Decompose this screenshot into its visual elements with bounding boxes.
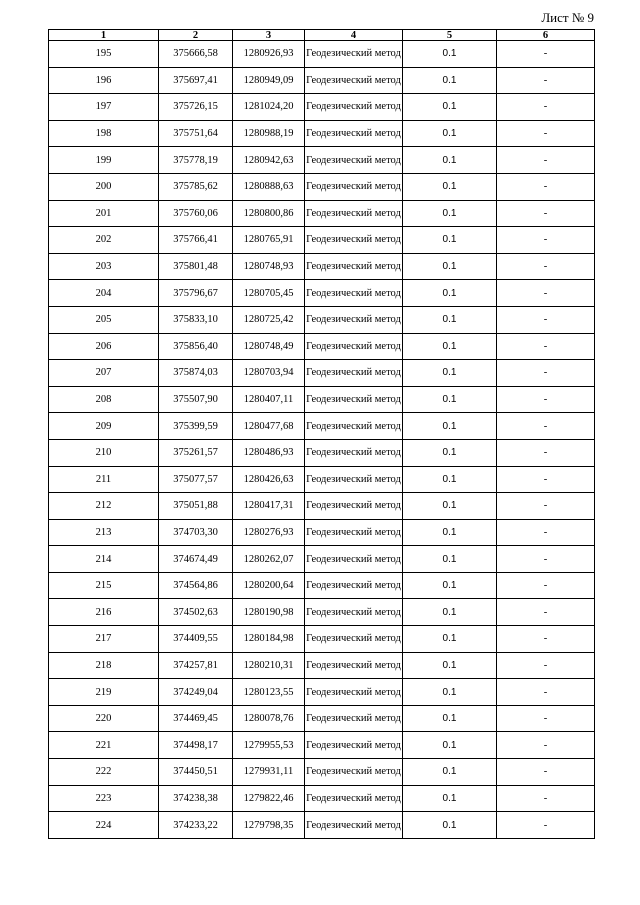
note-cell: -	[497, 466, 595, 493]
point-number-cell: 220	[49, 705, 159, 732]
method-cell: Геодезический метод	[305, 413, 403, 440]
x-coordinate-cell: 375261,57	[159, 439, 233, 466]
accuracy-cell: 0.1	[403, 360, 497, 387]
note-cell: -	[497, 493, 595, 520]
method-cell: Геодезический метод	[305, 546, 403, 573]
x-coordinate-cell: 374502,63	[159, 599, 233, 626]
accuracy-cell: 0.1	[403, 572, 497, 599]
method-cell: Геодезический метод	[305, 519, 403, 546]
column-header: 5	[403, 30, 497, 41]
x-coordinate-cell: 375785,62	[159, 173, 233, 200]
table-row	[49, 599, 595, 626]
point-number-cell: 210	[49, 439, 159, 466]
method-cell: Геодезический метод	[305, 147, 403, 174]
accuracy-cell: 0.1	[403, 333, 497, 360]
accuracy-cell: 0.1	[403, 812, 497, 839]
point-number-cell: 197	[49, 94, 159, 121]
accuracy-cell: 0.1	[403, 466, 497, 493]
method-cell: Геодезический метод	[305, 812, 403, 839]
accuracy-cell: 0.1	[403, 173, 497, 200]
y-coordinate-cell: 1280477,68	[233, 413, 305, 440]
point-number-cell: 196	[49, 67, 159, 94]
accuracy-cell: 0.1	[403, 227, 497, 254]
table-row	[49, 200, 595, 227]
y-coordinate-cell: 1280426,63	[233, 466, 305, 493]
point-number-cell: 209	[49, 413, 159, 440]
column-header: 3	[233, 30, 305, 41]
method-cell: Геодезический метод	[305, 253, 403, 280]
note-cell: -	[497, 705, 595, 732]
accuracy-cell: 0.1	[403, 253, 497, 280]
point-number-cell: 212	[49, 493, 159, 520]
accuracy-cell: 0.1	[403, 413, 497, 440]
x-coordinate-cell: 374674,49	[159, 546, 233, 573]
y-coordinate-cell: 1280705,45	[233, 280, 305, 307]
point-number-cell: 215	[49, 572, 159, 599]
x-coordinate-cell: 374409,55	[159, 626, 233, 653]
method-cell: Геодезический метод	[305, 652, 403, 679]
y-coordinate-cell: 1280949,09	[233, 67, 305, 94]
accuracy-cell: 0.1	[403, 732, 497, 759]
accuracy-cell: 0.1	[403, 679, 497, 706]
x-coordinate-cell: 375796,67	[159, 280, 233, 307]
table-row	[49, 253, 595, 280]
point-number-cell: 208	[49, 386, 159, 413]
method-cell: Геодезический метод	[305, 466, 403, 493]
note-cell: -	[497, 280, 595, 307]
y-coordinate-cell: 1280988,19	[233, 120, 305, 147]
accuracy-cell: 0.1	[403, 280, 497, 307]
accuracy-cell: 0.1	[403, 386, 497, 413]
note-cell: -	[497, 812, 595, 839]
table-row	[49, 173, 595, 200]
note-cell: -	[497, 94, 595, 121]
y-coordinate-cell: 1280407,11	[233, 386, 305, 413]
method-cell: Геодезический метод	[305, 785, 403, 812]
method-cell: Геодезический метод	[305, 280, 403, 307]
x-coordinate-cell: 375760,06	[159, 200, 233, 227]
table-row	[49, 413, 595, 440]
column-header: 6	[497, 30, 595, 41]
point-number-cell: 214	[49, 546, 159, 573]
x-coordinate-cell: 375751,64	[159, 120, 233, 147]
point-number-cell: 211	[49, 466, 159, 493]
x-coordinate-cell: 374238,38	[159, 785, 233, 812]
y-coordinate-cell: 1280190,98	[233, 599, 305, 626]
note-cell: -	[497, 147, 595, 174]
y-coordinate-cell: 1280926,93	[233, 41, 305, 68]
note-cell: -	[497, 732, 595, 759]
note-cell: -	[497, 333, 595, 360]
note-cell: -	[497, 386, 595, 413]
note-cell: -	[497, 759, 595, 786]
point-number-cell: 207	[49, 360, 159, 387]
x-coordinate-cell: 375666,58	[159, 41, 233, 68]
x-coordinate-cell: 375399,59	[159, 413, 233, 440]
table-row	[49, 227, 595, 254]
table-row	[49, 147, 595, 174]
method-cell: Геодезический метод	[305, 759, 403, 786]
method-cell: Геодезический метод	[305, 306, 403, 333]
note-cell: -	[497, 679, 595, 706]
note-cell: -	[497, 626, 595, 653]
y-coordinate-cell: 1280888,63	[233, 173, 305, 200]
note-cell: -	[497, 253, 595, 280]
x-coordinate-cell: 374703,30	[159, 519, 233, 546]
point-number-cell: 201	[49, 200, 159, 227]
x-coordinate-cell: 374249,04	[159, 679, 233, 706]
table-row	[49, 120, 595, 147]
table-row	[49, 466, 595, 493]
note-cell: -	[497, 200, 595, 227]
point-number-cell: 216	[49, 599, 159, 626]
table-row	[49, 67, 595, 94]
y-coordinate-cell: 1280417,31	[233, 493, 305, 520]
y-coordinate-cell: 1279955,53	[233, 732, 305, 759]
y-coordinate-cell: 1280486,93	[233, 439, 305, 466]
y-coordinate-cell: 1280078,76	[233, 705, 305, 732]
accuracy-cell: 0.1	[403, 785, 497, 812]
method-cell: Геодезический метод	[305, 333, 403, 360]
accuracy-cell: 0.1	[403, 652, 497, 679]
method-cell: Геодезический метод	[305, 200, 403, 227]
note-cell: -	[497, 67, 595, 94]
method-cell: Геодезический метод	[305, 173, 403, 200]
point-number-cell: 217	[49, 626, 159, 653]
note-cell: -	[497, 360, 595, 387]
point-number-cell: 206	[49, 333, 159, 360]
accuracy-cell: 0.1	[403, 67, 497, 94]
note-cell: -	[497, 41, 595, 68]
y-coordinate-cell: 1280725,42	[233, 306, 305, 333]
accuracy-cell: 0.1	[403, 519, 497, 546]
accuracy-cell: 0.1	[403, 200, 497, 227]
point-number-cell: 219	[49, 679, 159, 706]
column-header: 2	[159, 30, 233, 41]
note-cell: -	[497, 519, 595, 546]
note-cell: -	[497, 413, 595, 440]
y-coordinate-cell: 1280942,63	[233, 147, 305, 174]
method-cell: Геодезический метод	[305, 439, 403, 466]
point-number-cell: 205	[49, 306, 159, 333]
x-coordinate-cell: 375766,41	[159, 227, 233, 254]
method-cell: Геодезический метод	[305, 599, 403, 626]
method-cell: Геодезический метод	[305, 227, 403, 254]
y-coordinate-cell: 1280262,07	[233, 546, 305, 573]
accuracy-cell: 0.1	[403, 439, 497, 466]
accuracy-cell: 0.1	[403, 599, 497, 626]
method-cell: Геодезический метод	[305, 572, 403, 599]
method-cell: Геодезический метод	[305, 386, 403, 413]
y-coordinate-cell: 1280210,31	[233, 652, 305, 679]
note-cell: -	[497, 652, 595, 679]
table-row	[49, 785, 595, 812]
accuracy-cell: 0.1	[403, 759, 497, 786]
table-row	[49, 41, 595, 68]
method-cell: Геодезический метод	[305, 67, 403, 94]
point-number-cell: 221	[49, 732, 159, 759]
method-cell: Геодезический метод	[305, 360, 403, 387]
coordinates-table	[48, 29, 595, 839]
accuracy-cell: 0.1	[403, 626, 497, 653]
column-header: 1	[49, 30, 159, 41]
table-row	[49, 759, 595, 786]
table-row	[49, 652, 595, 679]
method-cell: Геодезический метод	[305, 41, 403, 68]
note-cell: -	[497, 439, 595, 466]
y-coordinate-cell: 1279798,35	[233, 812, 305, 839]
x-coordinate-cell: 375778,19	[159, 147, 233, 174]
accuracy-cell: 0.1	[403, 306, 497, 333]
point-number-cell: 204	[49, 280, 159, 307]
x-coordinate-cell: 374498,17	[159, 732, 233, 759]
x-coordinate-cell: 374233,22	[159, 812, 233, 839]
method-cell: Геодезический метод	[305, 705, 403, 732]
y-coordinate-cell: 1280184,98	[233, 626, 305, 653]
point-number-cell: 213	[49, 519, 159, 546]
x-coordinate-cell: 375833,10	[159, 306, 233, 333]
point-number-cell: 224	[49, 812, 159, 839]
point-number-cell: 202	[49, 227, 159, 254]
table-row	[49, 626, 595, 653]
x-coordinate-cell: 375801,48	[159, 253, 233, 280]
point-number-cell: 200	[49, 173, 159, 200]
sheet-number: Лист № 9	[541, 10, 594, 25]
point-number-cell: 203	[49, 253, 159, 280]
y-coordinate-cell: 1280748,93	[233, 253, 305, 280]
table-row	[49, 705, 595, 732]
table-row	[49, 546, 595, 573]
table-row	[49, 679, 595, 706]
y-coordinate-cell: 1280765,91	[233, 227, 305, 254]
accuracy-cell: 0.1	[403, 41, 497, 68]
method-cell: Геодезический метод	[305, 120, 403, 147]
note-cell: -	[497, 546, 595, 573]
point-number-cell: 218	[49, 652, 159, 679]
note-cell: -	[497, 227, 595, 254]
point-number-cell: 198	[49, 120, 159, 147]
x-coordinate-cell: 374564,86	[159, 572, 233, 599]
table-row	[49, 94, 595, 121]
accuracy-cell: 0.1	[403, 147, 497, 174]
table-row	[49, 493, 595, 520]
x-coordinate-cell: 375077,57	[159, 466, 233, 493]
y-coordinate-cell: 1280748,49	[233, 333, 305, 360]
note-cell: -	[497, 306, 595, 333]
accuracy-cell: 0.1	[403, 94, 497, 121]
y-coordinate-cell: 1279822,46	[233, 785, 305, 812]
y-coordinate-cell: 1279931,11	[233, 759, 305, 786]
point-number-cell: 195	[49, 41, 159, 68]
table-row	[49, 572, 595, 599]
y-coordinate-cell: 1280123,55	[233, 679, 305, 706]
x-coordinate-cell: 375874,03	[159, 360, 233, 387]
accuracy-cell: 0.1	[403, 546, 497, 573]
accuracy-cell: 0.1	[403, 120, 497, 147]
table-row	[49, 280, 595, 307]
point-number-cell: 199	[49, 147, 159, 174]
x-coordinate-cell: 375051,88	[159, 493, 233, 520]
note-cell: -	[497, 173, 595, 200]
y-coordinate-cell: 1280703,94	[233, 360, 305, 387]
table-row	[49, 812, 595, 839]
y-coordinate-cell: 1280800,86	[233, 200, 305, 227]
x-coordinate-cell: 375856,40	[159, 333, 233, 360]
y-coordinate-cell: 1280200,64	[233, 572, 305, 599]
table-row	[49, 519, 595, 546]
method-cell: Геодезический метод	[305, 493, 403, 520]
x-coordinate-cell: 374469,45	[159, 705, 233, 732]
table-row	[49, 360, 595, 387]
note-cell: -	[497, 599, 595, 626]
note-cell: -	[497, 120, 595, 147]
note-cell: -	[497, 572, 595, 599]
method-cell: Геодезический метод	[305, 732, 403, 759]
x-coordinate-cell: 374450,51	[159, 759, 233, 786]
accuracy-cell: 0.1	[403, 705, 497, 732]
table-row	[49, 333, 595, 360]
x-coordinate-cell: 375726,15	[159, 94, 233, 121]
column-header: 4	[305, 30, 403, 41]
table-row	[49, 732, 595, 759]
y-coordinate-cell: 1280276,93	[233, 519, 305, 546]
point-number-cell: 223	[49, 785, 159, 812]
method-cell: Геодезический метод	[305, 679, 403, 706]
x-coordinate-cell: 374257,81	[159, 652, 233, 679]
table-row	[49, 386, 595, 413]
y-coordinate-cell: 1281024,20	[233, 94, 305, 121]
note-cell: -	[497, 785, 595, 812]
x-coordinate-cell: 375697,41	[159, 67, 233, 94]
x-coordinate-cell: 375507,90	[159, 386, 233, 413]
table-row	[49, 439, 595, 466]
table-header-row	[49, 30, 595, 41]
accuracy-cell: 0.1	[403, 493, 497, 520]
table-row	[49, 306, 595, 333]
point-number-cell: 222	[49, 759, 159, 786]
method-cell: Геодезический метод	[305, 626, 403, 653]
method-cell: Геодезический метод	[305, 94, 403, 121]
